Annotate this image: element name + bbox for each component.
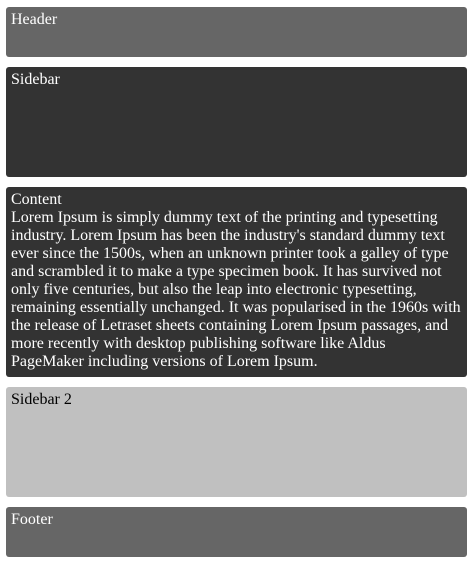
- content-body-text: Lorem Ipsum is simply dummy text of the printing and typesetting industry. Lorem Ipsum has been the industry's standard dummy text ever since the 1500s, when an unknown printer took a galley of type and scrambled it to make a type specimen book. It has survived not only five centuries, but also the leap into electronic typesetting, remaining essentially unchanged. It was popularised in the 1960s with the release of Letraset sheets containing Lorem Ipsum passages, and more recently with desktop publishing software like Aldus PageMaker including versions of Lorem Ipsum.: [11, 209, 461, 370]
- footer-label: Footer: [11, 511, 53, 528]
- sidebar-region: [6, 67, 467, 177]
- content-label: Content: [11, 191, 62, 208]
- content-region: [6, 187, 467, 377]
- footer-region: [6, 507, 467, 557]
- sidebar2-region: [6, 387, 467, 497]
- sidebar-label: Sidebar: [11, 71, 60, 88]
- header-region: [6, 7, 467, 57]
- header-label: Header: [11, 11, 58, 28]
- sidebar2-label: Sidebar 2: [11, 391, 72, 408]
